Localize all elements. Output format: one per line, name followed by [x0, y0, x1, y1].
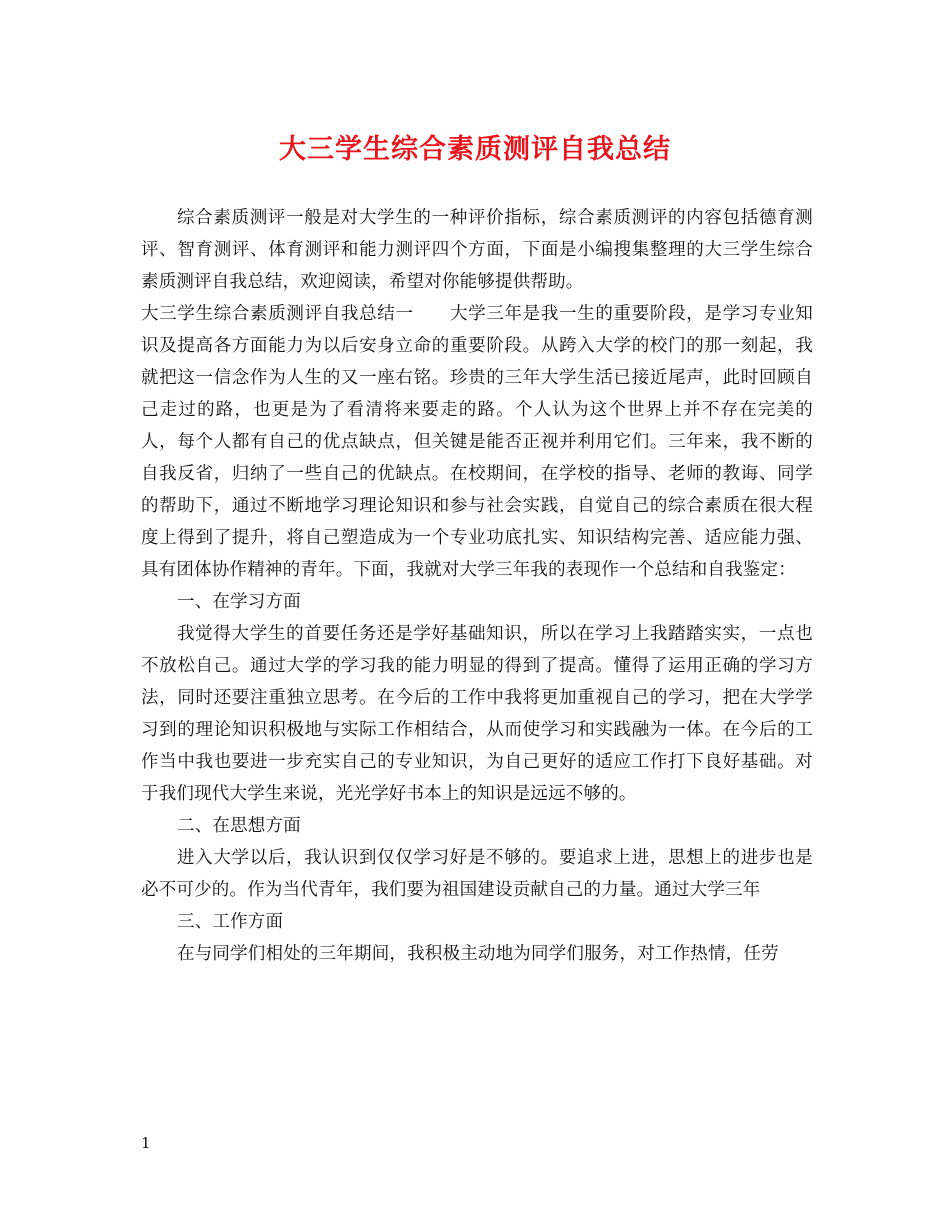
section-heading-work: 三、工作方面	[177, 912, 284, 932]
summary-one-paragraph: 大三学生综合素质测评自我总结一 大学三年是我一生的重要阶段，是学习专业知识及提高各方面能力为以后安身立命的重要阶段。从跨入大学的校门的那一刻起，我就把这一信念作为人生的又一座右铭。珍贵的三年大学生活已接近尾声，此时回顾自己走过的路，也更是为了看清将来要走的路。个人认为这个世界上并不存在完美的人，每个人都有自己的优点缺点，但关键是能否正视并利用它们。三年来，我不断的自我反省，归纳了一些自己的优缺点。在校期间，在学校的指导、老师的教诲、同学的帮助下，通过不断地学习理论知识和参与社会实践，自觉自己的综合素质在很大程度上得到了提升，将自己塑造成为一个专业功底扎实、知识结构完善、适应能力强、具有团体协作精神的青年。下面，我就对大学三年我的表现作一个总结和自我鉴定：	[141, 304, 813, 580]
page-title: 大三学生综合素质测评自我总结	[279, 134, 671, 165]
section-heading-thought: 二、在思想方面	[177, 816, 301, 836]
intro-paragraph: 综合素质测评一般是对大学生的一种评价指标，综合素质测评的内容包括德育测评、智育测评、体育测评和能力测评四个方面，下面是小编搜集整理的大三学生综合素质测评自我总结，欢迎阅读，希望对你能够提供帮助。	[141, 208, 813, 292]
thought-paragraph: 进入大学以后，我认识到仅仅学习好是不够的。要追求上进，思想上的进步也是必不可少的。作为当代青年，我们要为祖国建设贡献自己的力量。通过大学三年	[141, 848, 813, 900]
study-paragraph: 我觉得大学生的首要任务还是学好基础知识，所以在学习上我踏踏实实，一点也不放松自己。通过大学的学习我的能力明显的得到了提高。懂得了运用正确的学习方法，同时还要注重独立思考。在今后的工作中我将更加重视自己的学习，把在大学学习到的理论知识积极地与实际工作相结合，从而使学习和实践融为一体。在今后的工作当中我也要进一步充实自己的专业知识，为自己更好的适应工作打下良好基础。对于我们现代大学生来说，光光学好书本上的知识是远远不够的。	[141, 624, 813, 804]
work-paragraph: 在与同学们相处的三年期间，我积极主动地为同学们服务，对工作热情，任劳	[177, 944, 779, 964]
section-heading-study: 一、在学习方面	[177, 592, 301, 612]
page-number: 1	[141, 1134, 151, 1152]
document-body	[141, 202, 813, 970]
